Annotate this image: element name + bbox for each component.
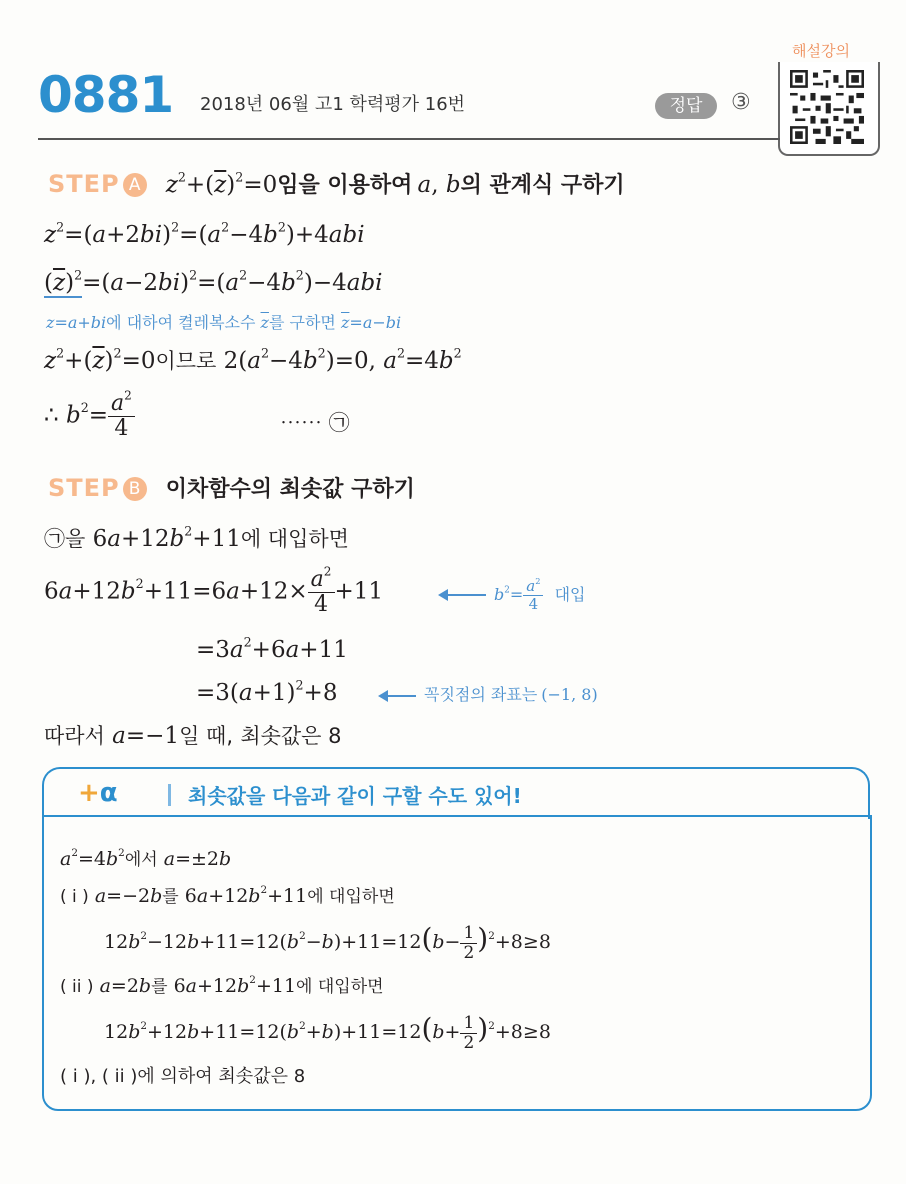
step-a-letter: A xyxy=(123,173,147,197)
conjugate-note-text2: 를 구하면 xyxy=(268,313,336,332)
problem-number: 0881 xyxy=(38,66,174,124)
substitute-note-text: 대입 xyxy=(554,584,586,604)
qr-code-icon[interactable] xyxy=(790,70,864,144)
conclusion-pre: 따라서 xyxy=(44,724,105,748)
step-a-heading: STEP A $z^2+(\overline{z})^2=0$임을 이용하여 a, b의 관계식 구하기 xyxy=(48,169,625,198)
step-b-tag: STEP xyxy=(48,474,120,502)
step-b-intro: ㉠을 $6a+12b^2+11$에 대입하면 xyxy=(44,523,349,552)
tip-case-2-equation: $12b^2+12b+11=12(b^2+b)+11=12(b+$ $\frac{1}{2}$ )$^2$+8≥8 xyxy=(104,1012,551,1053)
equation-z-squared: $z^2=(a+2bi)^2=(a^2-4b^2)+4abi$ xyxy=(44,219,365,248)
answer-badge: 정답 xyxy=(655,93,717,119)
tip-title: 최솟값을 다음과 같이 구할 수도 있어! xyxy=(188,784,522,808)
step-b-letter: B xyxy=(123,477,147,501)
substitute-note: $b^2=$ $\frac{a^2}{4}$ 대입 xyxy=(440,578,585,612)
header-divider xyxy=(38,138,780,140)
tip-case-1-equation: $12b^2-12b+11=12(b^2-b)+11=12(b-$ $\frac{1}{2}$ )$^2$+8≥8 xyxy=(104,922,551,963)
conclusion-end: 최솟값은 8 xyxy=(240,724,342,748)
equation-expand: $=3a^2+6a+11$ xyxy=(196,634,348,663)
vertex-note xyxy=(380,682,598,705)
plus-alpha-icon: +α xyxy=(78,778,118,808)
conjugate-note-text: 에 대하여 켤레복소수 xyxy=(106,313,256,332)
intro-end: 에 대입하면 xyxy=(240,527,349,551)
tip-separator xyxy=(168,784,171,806)
conclusion-mid: 일 때, xyxy=(179,724,234,748)
intro-mid: 을 xyxy=(65,527,86,551)
step-b-conclusion: 따라서 a=−1일 때, 최솟값은 8 xyxy=(44,723,342,749)
equation-complete-square: $=3(a+1)^2+8$ xyxy=(196,677,338,706)
equation-sum-zero: $z^2+(\overline{z})^2=0$이므로 $2(a^2-4b^2)=0$, $a^2=4b^2$ xyxy=(44,345,462,374)
left-arrow-icon xyxy=(380,695,416,697)
step-a-title-tail: 임을 이용하여 xyxy=(277,173,413,198)
answer-value: ③ xyxy=(731,90,751,115)
step-a-title-end: 의 관계식 구하기 xyxy=(460,173,625,198)
equation-zbar-squared: $(\overline{z})^2=(a-2bi)^2=(a^2-4b^2)-4abi$ xyxy=(44,267,383,296)
vertex-coord: (−1, 8) xyxy=(541,685,598,704)
step-a-tag: STEP xyxy=(48,170,120,198)
step-b-heading xyxy=(48,472,415,503)
lecture-label[interactable]: 해설강의 xyxy=(792,42,850,60)
step-b-title: 이차함수의 최솟값 구하기 xyxy=(165,477,415,502)
tip-conclusion: ( i ), ( ii )에 의하여 최솟값은 8 xyxy=(60,1066,306,1087)
conjugate-note: z=a+bi에 대하여 켤레복소수 $\overline{z}$를 구하면 $\overline{z}=a-bi$ xyxy=(46,313,402,332)
since-text: 이므로 xyxy=(155,349,217,373)
equation-ref-a: ⋯⋯ ㉠ xyxy=(280,411,350,435)
intro-ref: ㉠ xyxy=(44,527,65,551)
equation-b-squared: ∴ $b^2=$ $\frac{a^2}{4}$ xyxy=(44,392,135,441)
equation-substitute: $6a+12b^2+11=6a+12\times$ $\frac{a^2}{4}$ +11 xyxy=(44,564,384,618)
tip-case-2: ( ii ) a=2b를 $6a+12b^2+11$에 대입하면 xyxy=(60,974,384,997)
vertex-note-text: 꼭짓점의 좌표는 xyxy=(424,685,538,704)
problem-source: 2018년 06월 고1 학력평가 16번 xyxy=(200,94,466,115)
tip-line-1: $a^2=4b^2$에서 a=±2b xyxy=(60,847,232,870)
tip-case-1: ( i ) a=−2b를 $6a+12b^2+11$에 대입하면 xyxy=(60,884,395,907)
left-arrow-icon xyxy=(440,594,486,596)
